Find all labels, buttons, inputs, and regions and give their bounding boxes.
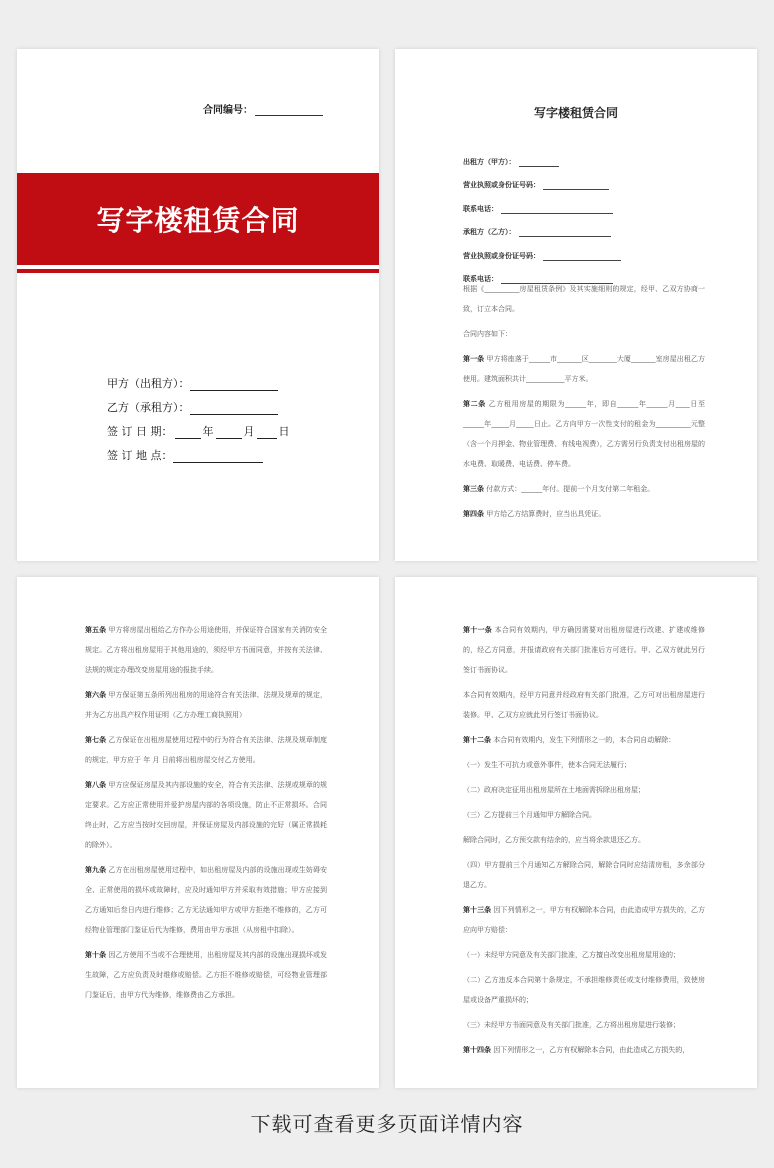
party-field-line [519, 160, 559, 167]
clause-heading: 第十三条 [463, 906, 492, 914]
contract-number-label: 合同编号： [203, 105, 253, 116]
month-line [216, 427, 242, 439]
contract-page-2 [395, 49, 757, 561]
clause-text: （一）发生不可抗力或意外事件，使本合同无法履行； [463, 761, 631, 769]
clause-heading: 第四条 [463, 510, 484, 518]
clause-text: （四）甲方提前三个月通知乙方解除合同，解除合同时应结清房租，多余部分退乙方。 [463, 861, 705, 889]
clause-paragraph [463, 755, 705, 775]
party-field-line [519, 230, 611, 237]
party-field [463, 143, 621, 167]
party-field [463, 214, 621, 238]
party-b-line [190, 403, 278, 415]
party-field [463, 167, 621, 191]
party-b-label: 乙方（承租方）： [107, 401, 190, 414]
clause-text: 本合同有效期内，经甲方同意并经政府有关部门批准，乙方可对出租房屋进行装修。甲、乙双方应就此另行签订书面协议。 [463, 691, 705, 719]
party-field-label: 承租方（乙方）： [463, 228, 516, 236]
party-field-line [501, 207, 613, 214]
clause-paragraph [463, 780, 705, 800]
contract-body [463, 279, 705, 529]
clause-paragraph [463, 479, 705, 499]
clause-text: 因下列情形之一，甲方有权解除本合同，由此造成甲方损失的，乙方应向甲方赔偿： [463, 906, 706, 934]
clause-text: 甲方将座落于______市_______区________大厦_______室房屋出租乙方使用。建筑面积共计___________平方米。 [463, 355, 706, 383]
clause-text: 甲方将房屋出租给乙方作办公用途使用，并保证符合国家有关消防安全规定。乙方将出租房屋用于其他用途的，须经甲方书面同意，并按有关法律、法规的规定办理改变房屋用途的报批手续。 [85, 626, 327, 674]
sign-place-line [173, 451, 263, 463]
contract-body [85, 620, 327, 1010]
clause-heading: 第十一条 [463, 626, 493, 634]
clause-paragraph [463, 1015, 705, 1035]
clause-paragraph [463, 730, 705, 750]
year-label: 年 [202, 425, 214, 438]
clause-paragraph [463, 855, 705, 895]
party-field-label: 营业执照或身份证号码： [463, 181, 540, 189]
party-a-label: 甲方（出租方）： [107, 377, 190, 390]
cover-title: 写字楼租赁合同 [96, 204, 300, 237]
contract-number-line [255, 105, 323, 116]
contract-body [463, 620, 705, 1065]
clause-text: （一）未经甲方同意及有关部门批准，乙方擅自改变出租房屋用途的； [463, 951, 680, 959]
sign-date-row [107, 415, 290, 439]
clause-heading: 第一条 [463, 355, 485, 363]
clause-heading: 第六条 [85, 691, 107, 699]
contract-page-3 [17, 577, 379, 1088]
clause-paragraph [463, 324, 705, 344]
clause-paragraph [85, 860, 327, 940]
clause-text: （二）政府决定征用出租房屋所在土地面需拆除出租房屋； [463, 786, 645, 794]
clause-paragraph [85, 685, 327, 725]
party-b-row [107, 391, 290, 415]
clause-paragraph [85, 775, 327, 855]
cover-title-band [17, 173, 379, 265]
clause-text: 根据《__________房屋租赁条例》及其实施细则的规定，经甲、乙双方协商一致，订立本合同。 [463, 285, 705, 313]
day-label: 日 [278, 425, 290, 438]
clause-text: 甲方保证第五条所列出租房的用途符合有关法律、法规及规章的规定，并为乙方出具产权作用证明（乙方办理工商执照用） [85, 691, 327, 719]
sign-place-row [107, 439, 290, 463]
cover-red-divider [17, 269, 379, 273]
clause-heading: 第十四条 [463, 1046, 491, 1054]
clause-paragraph [463, 620, 705, 680]
party-field-line [543, 183, 609, 190]
clause-paragraph [463, 1040, 705, 1060]
clause-text: （二）乙方违反本合同第十条规定，不承担维修责任或支付维修费用，致使房屋或设备严重损坏的； [463, 976, 705, 1004]
clause-text: （三）乙方提前三个月通知甲方解除合同。 [463, 811, 596, 819]
clause-text: 甲方给乙方结算费时，应当出具凭证。 [486, 510, 606, 518]
party-field-label: 联系电话： [463, 204, 498, 213]
clause-paragraph [463, 805, 705, 825]
sign-date-label: 签 订 日 期： [107, 425, 173, 438]
party-field [463, 190, 621, 214]
clause-paragraph [463, 394, 705, 474]
clause-text: 乙方保证在出租房屋使用过程中的行为符合有关法律、法规及规章制度的规定，甲方应于 年 月 日前将出租房屋交付乙方使用。 [85, 736, 327, 764]
clause-text: 本合同有效期内，甲方确因需要对出租房屋进行改建、扩建或维修的，经乙方同意，并报请政府有关部门批准后方可进行。甲、乙双方就此另行签订书面协议。 [463, 626, 705, 674]
party-info [463, 143, 621, 284]
clause-paragraph [85, 945, 327, 1005]
clause-paragraph [463, 685, 705, 725]
party-field-label: 联系电话： [463, 275, 498, 283]
clause-text: 付款方式：______年付。提前一个月支付第二年租金。 [486, 485, 655, 493]
clause-heading: 第十二条 [463, 736, 491, 744]
contract-number [203, 101, 323, 116]
party-field-label: 出租方（甲方）： [463, 157, 516, 166]
cover-fields [107, 367, 290, 463]
sign-place-label: 签 订 地 点： [107, 449, 173, 462]
cover-page [17, 49, 379, 561]
clause-paragraph [85, 730, 327, 770]
clause-text: 因下列情形之一，乙方有权解除本合同，由此造成乙方损失的， [493, 1046, 690, 1054]
day-line [257, 427, 277, 439]
clause-text: （三）未经甲方书面同意及有关部门批准，乙方将出租房屋进行装修； [463, 1021, 680, 1029]
clause-heading: 第十条 [85, 951, 107, 959]
year-line [175, 427, 201, 439]
clause-heading: 第五条 [85, 626, 107, 634]
clause-text: 甲方应保证房屋及其内部设施的安全，符合有关法律、法规或规章的规定要求。乙方应正常使用并爱护房屋内部的各项设施，防止不正常损坏。合同终止时，乙方应当按时交回房屋，并保证房屋及内部设施的完好（属正常损耗的除外）。 [85, 781, 327, 849]
clause-text: 乙方在出租房屋使用过程中，如出租房屋及内部的设施出现或生妨碍安全、正常使用的损坏或故障时，应及时通知甲方并采取有效措施；甲方应接到乙方通知后叁日内进行维修；乙方无法通知甲方或甲方拒绝不维修的，乙方可经物业管理部门鉴证后代为维修，费用由甲方承担（从房租中扣除）。 [85, 866, 327, 934]
party-a-line [190, 379, 278, 391]
clause-heading: 第七条 [85, 736, 107, 744]
party-field-line [543, 254, 621, 261]
clause-paragraph [85, 620, 327, 680]
party-field-label: 营业执照或身份证号码： [463, 251, 540, 260]
clause-heading: 第三条 [463, 485, 484, 493]
clause-heading: 第八条 [85, 781, 107, 789]
clause-text: 合同内容如下： [463, 330, 512, 338]
clause-paragraph [463, 830, 705, 850]
contract-title: 写字楼租赁合同 [533, 106, 618, 120]
clause-paragraph [463, 279, 705, 319]
clause-paragraph [463, 349, 705, 389]
clause-text: 解除合同时，乙方预交款有结余的，应当将余款退还乙方。 [463, 836, 645, 844]
month-label: 月 [243, 425, 255, 438]
footer-caption: 下载可查看更多页面详情内容 [250, 1112, 524, 1136]
clause-paragraph [463, 900, 705, 940]
clause-paragraph [463, 945, 705, 965]
contract-page-4 [395, 577, 757, 1088]
party-field [463, 237, 621, 261]
clause-paragraph [463, 970, 705, 1010]
clause-heading: 第二条 [463, 400, 486, 408]
clause-text: 乙方租用房屋的期限为______年，即自______年______月____日至______年_____月_____日止。乙方向甲方一次性支付的租金为__________元整（含一个月押金、物业管理费、有线电视费），乙方需另行负责支付出租房屋的水电费、取暖费、电话费、停车费。 [463, 400, 706, 468]
clause-text: 因乙方使用不当或不合理使用，出租房屋及其内部的设施出现损坏或发生故障，乙方应负责及时维修或赔偿。乙方拒不维修或赔偿，可经物业管理部门鉴证后，由甲方代为维修，维修费由乙方承担。 [85, 951, 327, 999]
clause-heading: 第九条 [85, 866, 107, 874]
clause-paragraph [463, 504, 705, 524]
clause-text: 本合同有效期内，发生下列情形之一的，本合同自动解除： [493, 736, 676, 744]
party-a-row [107, 367, 290, 391]
